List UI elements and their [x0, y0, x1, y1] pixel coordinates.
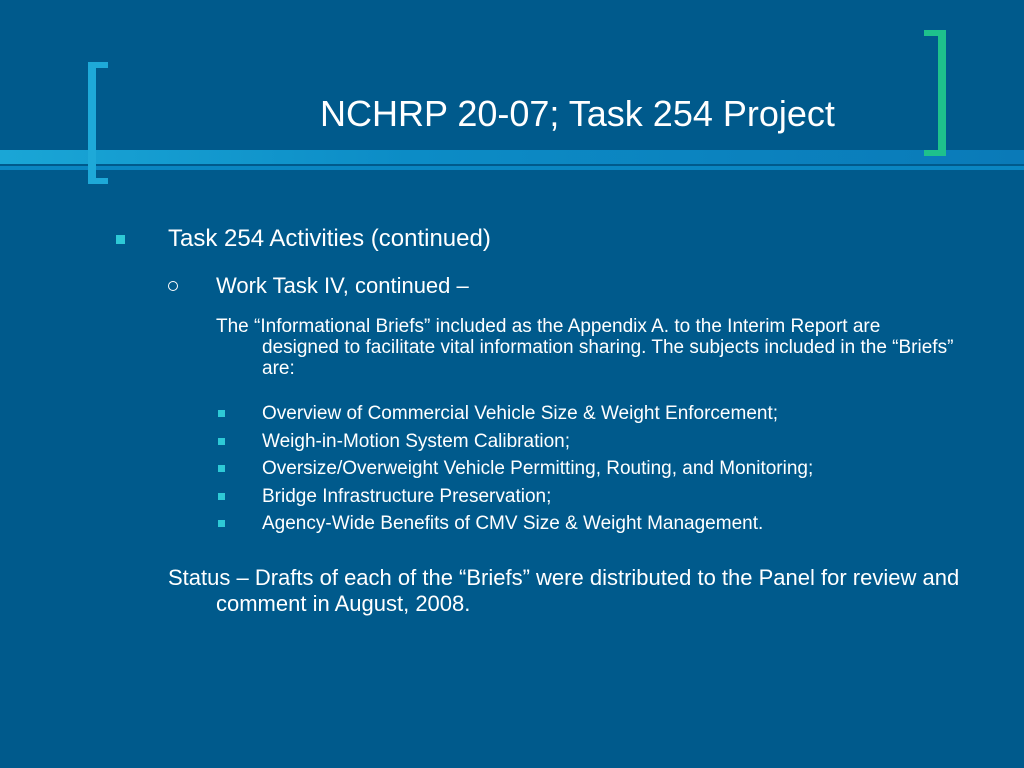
title-underline-thin [0, 166, 1024, 170]
list-item-text: Oversize/Overweight Vehicle Permitting, Routing, and Monitoring; [262, 458, 814, 479]
square-bullet-icon [218, 493, 225, 500]
square-bullet-icon [218, 410, 225, 417]
bullet-level1-text: Task 254 Activities (continued) [168, 225, 491, 252]
circle-bullet-icon [168, 281, 178, 291]
list-item-text: Bridge Infrastructure Preservation; [262, 485, 552, 507]
square-bullet-icon [218, 438, 225, 445]
list-item [216, 428, 813, 456]
status-paragraph: Status – Drafts of each of the “Briefs” were distributed to the Panel for review and comment in August, 2008. [168, 565, 960, 616]
bullet-level2-text: Work Task IV, continued – [216, 273, 469, 298]
list-item [216, 400, 813, 428]
list-item-text: Agency-Wide Benefits of CMV Size & Weight Management. [262, 513, 764, 534]
right-bracket-decoration [924, 30, 946, 156]
square-bullet-icon [218, 520, 225, 527]
subjects-list [216, 400, 813, 538]
list-item-text: Overview of Commercial Vehicle Size & Weight Enforcement; [262, 403, 779, 424]
square-bullet-icon [116, 235, 125, 244]
list-item [216, 483, 813, 511]
briefs-paragraph: The “Informational Briefs” included as the Appendix A. to the Interim Report are designed to facilitate vital information sharing. The subjects included in the “Briefs” are: [216, 316, 954, 379]
square-bullet-icon [218, 465, 225, 472]
list-item-text: Weigh-in-Motion System Calibration; [262, 430, 570, 452]
list-item [216, 510, 813, 538]
title-underline-bar [0, 150, 1024, 164]
slide-title: NCHRP 20-07; Task 254 Project [320, 93, 835, 134]
list-item [216, 455, 813, 483]
left-bracket-decoration [88, 62, 108, 184]
